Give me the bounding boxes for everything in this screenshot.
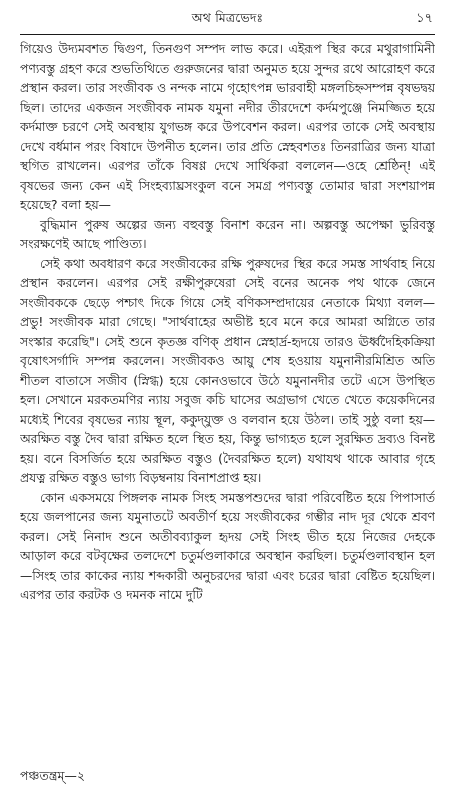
- page-header: [20, 8, 435, 34]
- paragraph: সেই কথা অবধারণ করে সংজীবকের রক্ষি পুরুষদের স্থির করে সমস্ত সার্থবাহ নিয়ে প্রস্থান করলেন। এরপর সেই রক্ষীপুরুষেরা সেই বনের অনেক পথ থাকে জেনে সংজীবককে ছেড়ে পশ্চাৎ দিকে গিয়ে সেই বণিকসম্প্রদায়ের নেতাকে মিথ্যা বলল—প্রভু! সংজীবক মারা গেছে। "সার্থবাহের অভীষ্ট হবে মনে করে আমরা অগ্নিতে তার সংস্কার করেছি"। সেই শুনে কৃতজ্ঞ বণিক্ প্রধান স্নেহার্দ্র-হৃদয়ে তারও ঊর্ধ্বদৈহিকক্রিয়া বৃষোৎসর্গাদি সম্পন্ন করলেন। সংজীবকও আয়ু শেষ হওয়ায় যমুনানীরমিশ্রিত অতি শীতল বাতাসে সজীব (স্নিগ্ধ) হয়ে কোনওভাবে উঠে যমুনানদীর তটে এসে উপস্থিত হল। সেখানে মরকতমণির ন্যায় সবুজ কচি ঘাসের অগ্রভাগ খেতে খেতে কয়েকদিনের মধ্যেই শিবের বৃষভের ন্যায় স্থূল, ককুদ্‌যুক্ত ও বলবান হয়ে উঠল। তাই সুষ্ঠু বলা হয়—অরক্ষিত বস্তু দৈব দ্বারা রক্ষিত হলে স্থিত হয়, কিন্তু ভাগ্যহত হলে সুরক্ষিত দ্রব্যও বিনষ্ট হয়। বনে বিসর্জিত হয়ে অরক্ষিত বস্তুও (দৈবরক্ষিত হলে) যথাযথ থাকে আবার গৃহে প্রযত্ন রক্ষিত বস্তুও ভাগ্য বিড়ম্বনায় বিনাশপ্রাপ্ত হয়।: [20, 256, 435, 485]
- paragraph: বুদ্ধিমান পুরুষ অল্পের জন্য বহুবস্তু বিনাশ করেন না। অল্পবস্তু অপেক্ষা ভুরিবস্তু সংরক্ষণেই আছে পাণ্ডিত্য।: [20, 217, 435, 251]
- header-rule: [20, 34, 435, 35]
- body-text: [20, 40, 435, 756]
- paragraph: কোন একসময়ে পিঙ্গলক নামক সিংহ সমস্তপশুদের দ্বারা পরিবেষ্টিত হয়ে পিপাসার্ত হয়ে জলপানের জন্য যমুনাতটে অবতীর্ণ হয়ে সংজীবকের গম্ভীর নাদ দূর থেকে শ্রবণ করল। সেই নিনাদ শুনে অতীবব্যাকুল হৃদয় সেই সিংহ ভীত হয়ে নিজের দেহকে আড়াল করে বটবৃক্ষের তলদেশে চতুর্মণ্ডলাকারে অবস্থান করছিল। চতুর্মণ্ডলাবস্থান হল—সিংহ তার কাকের ন্যায় শব্দকারী অনুচরদের দ্বারা এবং চরের দ্বারা বেষ্টিত হয়েছিল। এরপর তার করটক ও দমনক নামে দুটি: [20, 490, 435, 602]
- paragraph: গিয়েও উদ্যমবশত দ্বিগুণ, তিনগুণ সম্পদ লাভ করে। এইরূপ স্থির করে মথুরাগামিনী পণ্যবস্তু গ্রহণ করে শুভতিথিতে গুরুজনের দ্বারা অনুমত হয়ে সুন্দর রথে আরোহণ করে প্রস্থান করল। তার সংজীবক ও নন্দক নামে গৃহোৎপন্ন ভারবাহী মঙ্গলচিহ্নসম্পন্ন বৃষভদ্বয় ছিল। তাদের একজন সংজীবক নামক যমুনা নদীর তীরদেশে কর্দমপুঞ্জে নিমজ্জিত হয়ে কর্দমাক্ত চরণে সেই অবস্থায় যুগভঙ্গ করে উপবেশন করল। এরপর তাকে সেই অবস্থায় দেখে বর্ধমান পরং বিষাদে উপনীত হলেন। তার প্রতি স্নেহবশতঃ তিনরাত্রির জন্য যাত্রা স্থগিত রাখলেন। এরপর তাঁকে বিষণ্ণ দেখে সার্থিকরা বললেন—ওহে শ্রেষ্ঠিন্! এই বৃষভের জন্য কেন এই সিংহব্যাঘ্রসংকুল বনে সমগ্র পণ্যবস্তু তোমার দ্বারা সংশয়াপন্ন হয়েছে? বলা হয়—: [20, 42, 435, 212]
- running-head: অথ মিত্রভেদঃ: [191, 10, 264, 25]
- signature-mark: পঞ্চতন্ত্রম্—২: [20, 768, 86, 783]
- page-number: ১৭: [416, 11, 433, 26]
